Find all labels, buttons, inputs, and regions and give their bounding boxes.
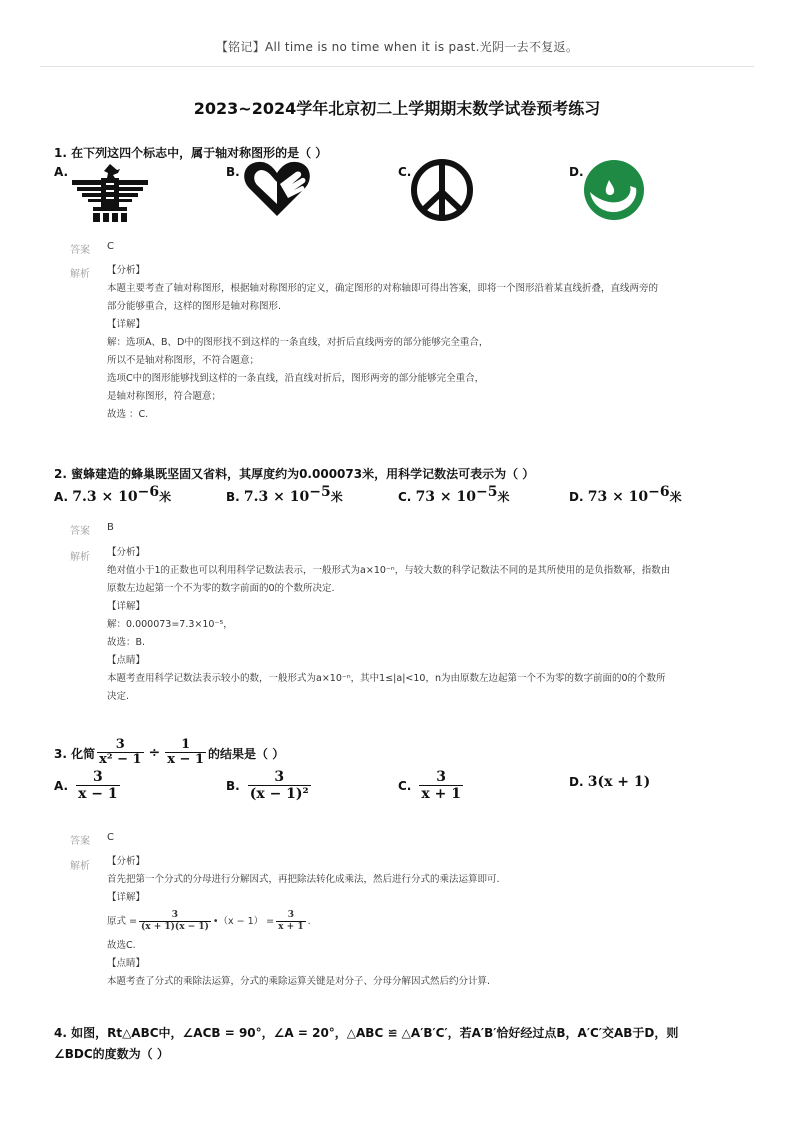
q2-exp-line: 解：0.000073=7.3×10⁻⁵， [107,619,233,630]
equation-prefix: 原式 = [107,916,137,927]
q2-option-unit: 米 [669,490,682,504]
q1-analysis-label: 解析 [70,269,90,280]
peace-symbol-icon [410,158,474,222]
q2-exp-line: 本题考查用科学记数法表示较小的数，一般形式为a×10⁻ⁿ，其中1≤|a|<10，n为由原数左边起第一个不为零的数字前面的0的个数所 [107,673,666,684]
q1-exp-line: 本题主要考查了轴对称图形，根据轴对称图形的定义，确定图形的对称轴即可得出答案，即将一个图形沿着某直线折叠，直线两旁的 [107,283,659,294]
q1-exp-line: 选项C中的图形能够找到这样的一条直线，沿直线对折后，图形两旁的部分能够完全重合， [107,373,485,384]
q3-explanation [107,853,727,991]
q2-option-unit: 米 [497,490,510,504]
fraction-numerator: 3 [92,769,103,785]
q2-option-a [54,484,171,505]
equation-end: . [307,916,311,927]
q3-option-fraction [248,770,311,802]
q2-exp-line: 【点睛】 [107,655,146,666]
q2-exp-line: 【详解】 [107,601,146,612]
q2-option-mantissa: 73 × 10 [415,489,477,505]
q1-exp-line: 【分析】 [107,265,146,276]
q3-answer-value: C [107,832,114,843]
q3-option-a [54,770,122,802]
q3-option-letter: A. [54,779,69,794]
q2-option-exponent: −6 [648,484,670,500]
q1-exp-line: 所以不是轴对称图形，不符合题意； [107,355,260,366]
fraction-numerator: 3 [171,910,179,921]
q3-fraction-2 [165,738,206,768]
q3-stem-suffix: 的结果是（ ） [208,746,285,761]
q2-option-d [569,484,682,505]
q1-exp-line: 解：选项A、B、D中的图形找不到这样的一条直线，对折后直线两旁的部分能够完全重合， [107,337,489,348]
page-header-motto: 【铭记】All time is no time when it is past.光阴一去不复返。 [215,40,579,54]
question-1-stem: 1. 在下列这四个标志中，属于轴对称图形的是（ ） [54,146,328,160]
q2-option-exponent: −5 [309,484,331,500]
q2-exp-line: 故选：B. [107,637,146,648]
q2-option-b [226,484,343,505]
fraction-numerator: 3 [436,769,447,785]
fraction-numerator: 3 [274,769,285,785]
q3-stem-prefix: 3. 化简 [54,746,96,761]
q1-exp-line: 是轴对称图形，符合题意； [107,391,222,402]
q3-exp-line: 本题考查了分式的乘除法运算，分式的乘除运算关键是对分子、分母分解因式然后约分计算. [107,976,491,987]
q1-option-a-label: A. [54,165,69,179]
q3-option-expression: 3(x + 1) [587,774,651,790]
eagle-logo-icon [70,160,150,224]
q3-option-d [569,774,650,790]
q1-exp-line: 【详解】 [107,319,146,330]
q3-fraction-1 [97,738,143,768]
q1-option-b-label: B. [226,165,240,179]
header-divider [40,66,754,67]
q2-exp-line: 原数左边起第一个不为零的数字前面的0的个数所决定. [107,583,335,594]
q3-option-b [226,770,313,802]
q3-option-letter: D. [569,775,584,789]
q2-explanation [107,544,727,706]
q2-option-unit: 米 [159,490,172,504]
fraction-denominator: x − 1 [78,786,118,803]
q2-exp-line: 绝对值小于1的正数也可以利用科学记数法表示，一般形式为a×10⁻ⁿ，与较大数的科学记数法不同的是其所使用的是负指数幂，指数由 [107,565,671,576]
fraction-denominator: x − 1 [167,752,205,768]
q3-option-c [398,770,465,802]
fraction-denominator: x + 1 [421,786,461,803]
q2-answer-value: B [107,522,114,533]
q2-exp-line: 决定. [107,691,130,702]
q2-option-exponent: −5 [476,484,498,500]
q3-exp-line: 故选C. [107,940,136,951]
q2-option-mantissa: 7.3 × 10 [72,489,138,505]
q1-option-c-label: C. [398,165,412,179]
q3-exp-line: 【详解】 [107,892,146,903]
fraction-denominator: (x + 1)(x − 1) [140,922,209,933]
q1-answer-value: C [107,241,114,252]
equation-middle: •（x − 1） = [212,916,275,927]
fraction-numerator: 1 [181,737,191,752]
question-4-stem-line-2: ∠BDC的度数为（ ） [54,1047,169,1061]
q3-exp-line: 【分析】 [107,856,146,867]
q1-option-d-label: D. [569,165,584,179]
q3-exp-line: 【点睛】 [107,958,146,969]
divide-operator: ÷ [148,745,161,762]
q2-analysis-label: 解析 [70,552,90,563]
heart-hand-logo-icon [240,158,314,220]
q3-exp-line: 首先把第一个分式的分母进行分解因式，再把除法转化成乘法，然后进行分式的乘法运算即可. [107,874,500,885]
q3-answer-label: 答案 [70,836,90,847]
q1-exp-line: 故选 ：C. [107,409,149,420]
fraction-denominator: x² − 1 [99,752,142,768]
fraction-numerator: 3 [287,910,294,921]
detail-fraction-1 [139,911,211,932]
fraction-denominator: x + 1 [278,922,304,933]
q3-option-fraction [419,770,463,802]
q2-exp-line: 【分析】 [107,547,146,558]
q3-option-letter: B. [226,779,240,794]
q2-answer-label: 答案 [70,526,90,537]
q2-option-letter: C. [398,490,412,504]
question-2-stem: 2. 蜜蜂建造的蜂巢既坚固又省料，其厚度约为0.000073米，用科学记数法可表示为（ ） [54,467,535,481]
q2-option-letter: D. [569,490,584,504]
detail-fraction-2 [276,911,305,932]
q2-option-unit: 米 [330,490,343,504]
q2-option-exponent: −6 [137,484,160,500]
q3-analysis-label: 解析 [70,861,90,872]
water-drop-logo-icon [582,158,646,222]
q2-option-letter: A. [54,490,69,504]
page-title: 2023~2024学年北京初二上学期期末数学试卷预考练习 [193,99,601,118]
question-3-stem [54,738,284,768]
q1-explanation [107,262,727,424]
q2-option-c [398,484,510,505]
fraction-denominator: (x − 1)² [249,786,309,803]
q2-option-letter: B. [226,490,240,504]
q3-option-fraction [76,770,120,802]
q2-option-mantissa: 73 × 10 [587,489,649,505]
q3-detail-equation [107,907,727,937]
q3-option-letter: C. [398,779,412,794]
fraction-numerator: 3 [115,737,125,752]
q1-answer-label: 答案 [70,245,90,256]
q1-exp-line: 部分能够重合，这样的图形是轴对称图形. [107,301,282,312]
q2-option-mantissa: 7.3 × 10 [243,489,310,505]
question-4-stem-line-1: 4. 如图，Rt△ABC中，∠ACB = 90°，∠A = 20°，△ABC ≌ △A′B′C′，若A′B′恰好经过点B，A′C′交AB于D，则 [54,1026,679,1040]
